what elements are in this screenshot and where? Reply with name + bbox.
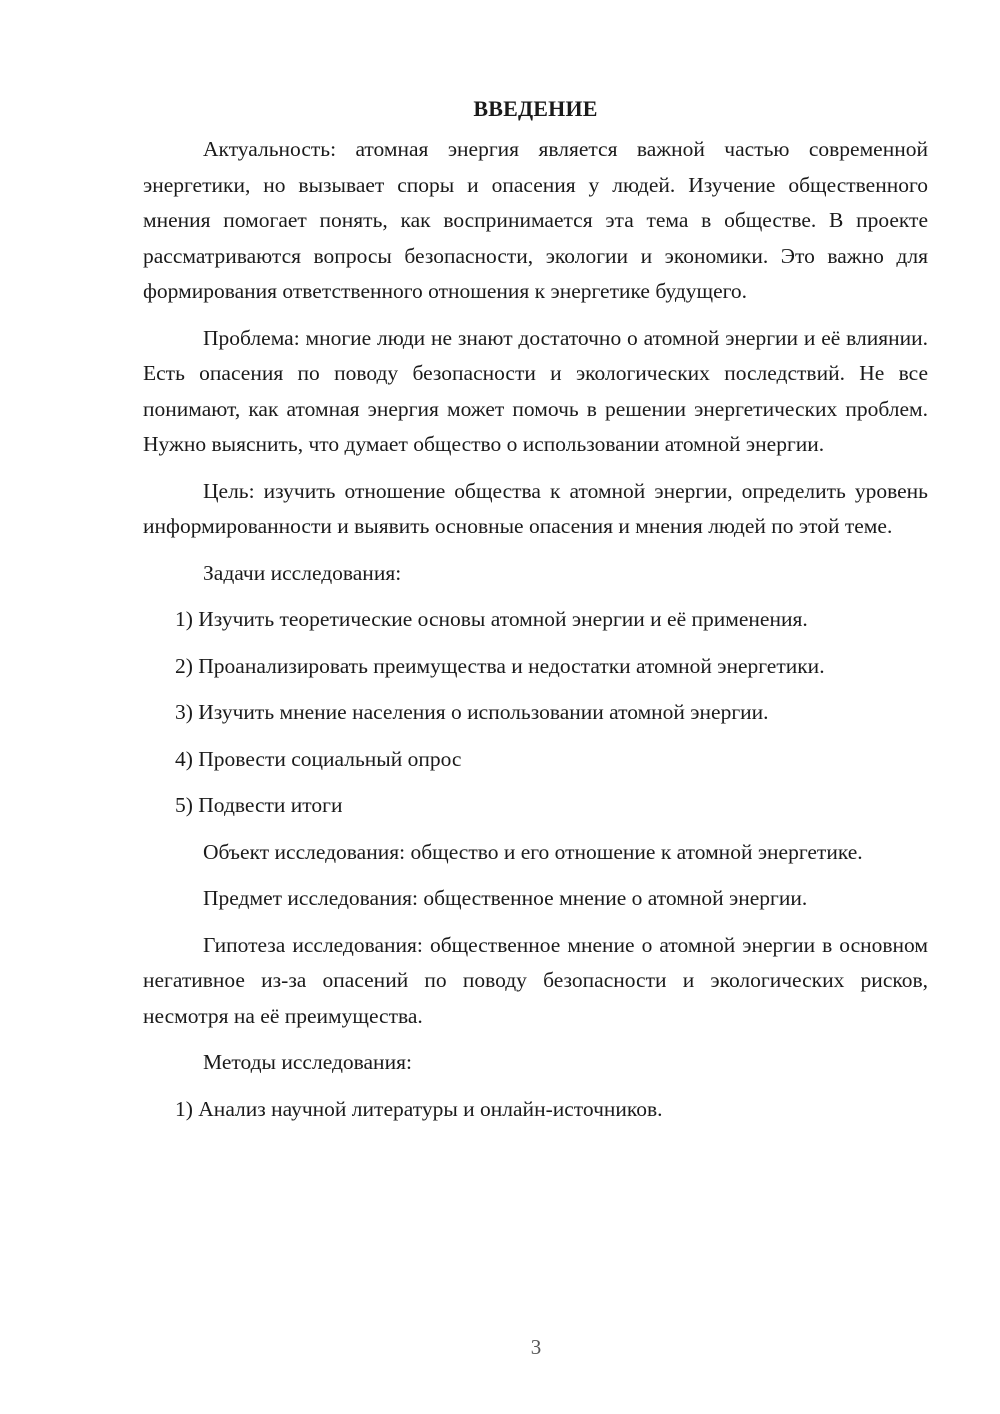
object-paragraph: Объект исследования: общество и его отношение к атомной энергетике. [203,839,863,864]
task-item-5: 5) Подвести итоги [175,793,343,817]
tasks-heading: Задачи исследования: [203,560,402,585]
task-item-4: 4) Провести социальный опрос [175,746,462,771]
problem-paragraph: Проблема: многие люди не знают достаточно о атомной энергии и её влиянии. Есть опасения по поводу безопасности и экологических последствий. Не все понимают, как атомная энергия может помочь в решении энергетических проблем. Нужно выяснить, что думает общество о использовании атомной энергии. [143,325,928,456]
method-item-1: 1) Анализ научной литературы и онлайн-источников. [175,1096,663,1121]
document-page [143,92,928,1138]
task-item-3: 3) Изучить мнение населения о использовании атомной энергии. [175,700,769,724]
section-title: ВВЕДЕНИЕ [473,96,598,121]
task-item-2: 2) Проанализировать преимущества и недостатки атомной энергетики. [175,653,825,678]
hypothesis-paragraph: Гипотеза исследования: общественное мнение о атомной энергии в основном негативное из-за опасений по поводу безопасности и экологических рисков, несмотря на её преимущества. [143,932,928,1028]
task-item-1: 1) Изучить теоретические основы атомной энергии и её применения. [175,607,808,631]
page-number: 3 [530,1335,542,1359]
methods-heading: Методы исследования: [203,1050,412,1074]
subject-paragraph: Предмет исследования: общественное мнение о атомной энергии. [203,886,808,910]
goal-paragraph: Цель: изучить отношение общества к атомной энергии, определить уровень информированности и выявить основные опасения и мнения людей по этой теме. [143,478,928,538]
relevance-paragraph: Актуальность: атомная энергия является важной частью современной энергетики, но вызывает споры и опасения у людей. Изучение общественного мнения помогает понять, как воспринимается эта тема в обществе. В проекте рассматриваются вопросы безопасности, экологии и экономики. Это важно для формирования ответственного отношения к энергетике будущего. [143,137,928,303]
